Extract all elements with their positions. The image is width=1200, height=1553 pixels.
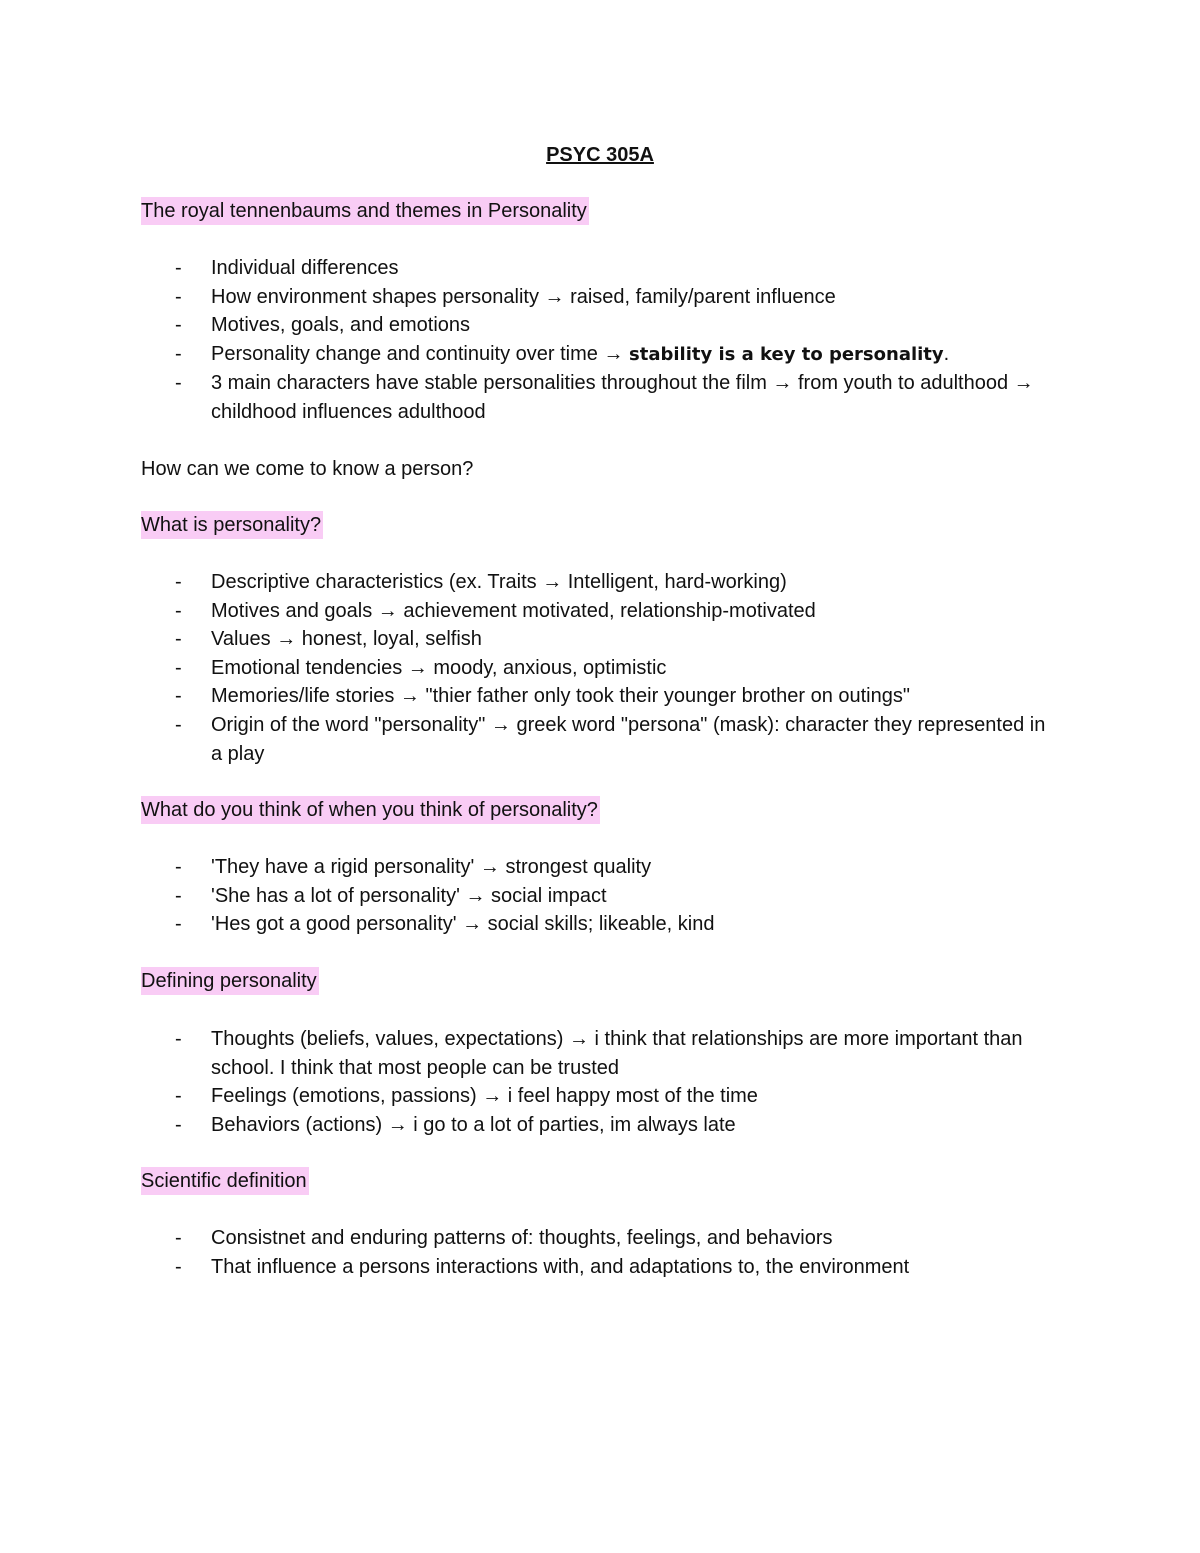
list-item: - 'Hes got a good personality' → social skills; likeable, kind	[0, 910, 1061, 939]
list-item: - 'They have a rigid personality' → strongest quality	[0, 853, 1061, 882]
bullet-list-sayings	[0, 853, 1061, 939]
bold-emphasis: stability is a key to personality	[629, 343, 944, 365]
bullet-list-what-is-personality	[0, 568, 1061, 768]
list-item: - That influence a persons interactions with, and adaptations to, the environment	[0, 1253, 1061, 1282]
list-item: - Emotional tendencies → moody, anxious, optimistic	[0, 654, 1061, 683]
list-item: - Personality change and continuity over time → stability is a key to personality.	[0, 340, 1061, 370]
list-item: - Values → honest, loyal, selfish	[0, 625, 1061, 654]
bullet-dash: -	[175, 713, 182, 736]
list-item: - 'She has a lot of personality' → social impact	[0, 882, 1061, 911]
bullet-list-defining	[0, 1025, 1061, 1139]
bullet-dash: -	[175, 372, 182, 395]
list-item: - Individual differences	[0, 254, 1061, 283]
bullet-list-scientific	[0, 1224, 1061, 1281]
bullet-dash: -	[175, 685, 182, 708]
bullet-dash: -	[175, 285, 182, 308]
list-item: - Behaviors (actions) → i go to a lot of parties, im always late	[0, 1111, 1061, 1140]
section-heading-scientific-definition: Scientific definition	[141, 1167, 309, 1195]
section-heading-royal-tennenbaums: The royal tennenbaums and themes in Personality	[141, 197, 589, 225]
list-item: - Motives, goals, and emotions	[0, 311, 1061, 340]
question-text: How can we come to know a person?	[141, 458, 474, 480]
bullet-dash: -	[175, 884, 182, 907]
bullet-dash: -	[175, 314, 182, 337]
list-item: - Motives and goals → achievement motivated, relationship-motivated	[0, 597, 1061, 626]
document-title: PSYC 305A	[546, 144, 654, 166]
bullet-dash: -	[175, 257, 182, 279]
list-item: - Memories/life stories → "thier father only took their younger brother on outings"	[0, 682, 1061, 711]
list-item: - How environment shapes personality → raised, family/parent influence	[0, 283, 1061, 312]
bullet-dash: -	[175, 628, 182, 651]
bullet-dash: -	[175, 1113, 182, 1136]
bullet-list-themes	[0, 254, 1061, 427]
list-item: - Feelings (emotions, passions) → i feel happy most of the time	[0, 1082, 1061, 1111]
bullet-dash: -	[175, 913, 182, 936]
list-item: - Thoughts (beliefs, values, expectations) → i think that relationships are more important than school. I think that most people can be trusted	[0, 1025, 1061, 1082]
bullet-dash: -	[175, 1255, 182, 1278]
bullet-dash: -	[175, 1028, 182, 1050]
section-heading-what-is-personality: What is personality?	[141, 511, 323, 539]
list-item: - 3 main characters have stable personalities throughout the film → from youth to adulthood → childhood influences adulthood	[0, 369, 1061, 426]
list-item: - Consistnet and enduring patterns of: thoughts, feelings, and behaviors	[0, 1224, 1061, 1253]
bullet-dash: -	[175, 656, 182, 679]
bullet-dash: -	[175, 1085, 182, 1108]
bullet-dash: -	[175, 856, 182, 878]
bullet-dash: -	[175, 342, 182, 365]
bullet-dash: -	[175, 1227, 182, 1249]
section-heading-defining-personality: Defining personality	[141, 967, 319, 995]
list-item: - Origin of the word "personality" → greek word "persona" (mask): character they represented in a play	[0, 711, 1061, 768]
bullet-dash: -	[175, 599, 182, 622]
section-heading-what-do-you-think: What do you think of when you think of personality?	[141, 796, 600, 824]
list-item: - Descriptive characteristics (ex. Traits → Intelligent, hard-working)	[0, 568, 1061, 597]
bullet-dash: -	[175, 571, 182, 593]
